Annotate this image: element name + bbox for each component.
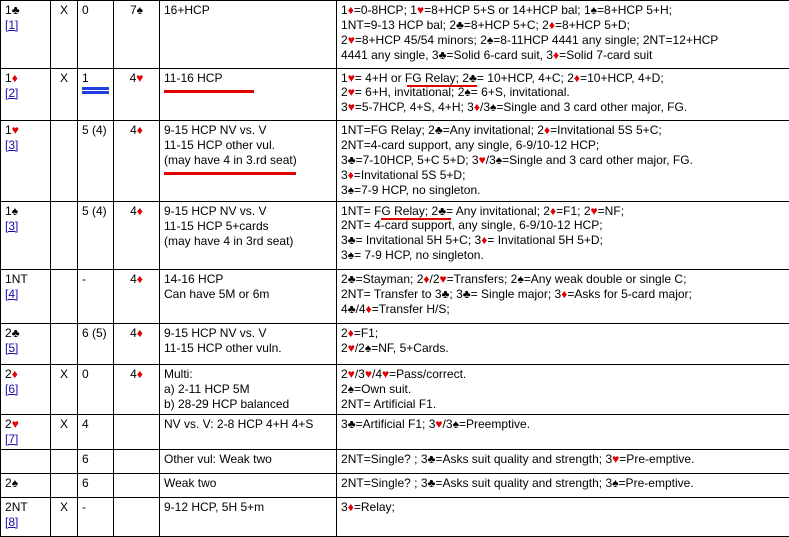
min-length-value: 1 — [82, 71, 109, 86]
response-line: 2♣=Stayman; 2♦/2♥=Transfers; 2♠=Any weak double or single C; — [341, 272, 785, 287]
min-length-cell — [78, 121, 114, 202]
response-line: 2NT=4-card support, any single, 6-9/10-12 HCP; — [341, 138, 785, 153]
description-line: 11-15 HCP other vul. — [164, 138, 332, 153]
bid-label: 1♣ — [5, 3, 46, 18]
opening-cell — [114, 270, 160, 324]
opening-cell — [114, 474, 160, 498]
alert-cell — [51, 450, 78, 474]
description-cell — [160, 415, 337, 450]
description-cell — [160, 450, 337, 474]
table-row — [1, 270, 789, 324]
response-line: 2♥/3♥/4♥=Pass/correct. — [341, 367, 785, 382]
bid-cell — [1, 450, 51, 474]
response-line: 3♠= 7-9 HCP, no singleton. — [341, 248, 785, 263]
opening-cell — [114, 324, 160, 365]
min-length-cell — [78, 365, 114, 415]
alert-cell — [51, 270, 78, 324]
bid-label: 2NT — [5, 500, 46, 515]
alert-cell: X — [51, 1, 78, 69]
description-line: b) 28-29 HCP balanced — [164, 397, 332, 412]
table-row — [1, 450, 789, 474]
min-length-value: 5 (4) — [82, 123, 109, 138]
red-underline — [164, 172, 296, 175]
footnote-link[interactable]: [6] — [5, 382, 46, 397]
description-cell — [160, 474, 337, 498]
footnote-link[interactable]: [8] — [5, 515, 46, 530]
description-cell — [160, 365, 337, 415]
response-line: 2NT= 4-card support, any single, 6-9/10-12 HCP; — [341, 218, 785, 233]
min-length-cell — [78, 474, 114, 498]
description-line: 11-15 HCP 5+cards — [164, 219, 332, 234]
response-line: 1♥= 4+H or FG Relay; 2♣= 10+HCP, 4+C; 2♦=10+HCP, 4+D; — [341, 71, 785, 86]
footnote-link[interactable]: [7] — [5, 432, 46, 447]
min-length-cell — [78, 69, 114, 121]
description-line: NV vs. V: 2-8 HCP 4+H 4+S — [164, 417, 332, 432]
opening-cell — [114, 498, 160, 537]
description-line: 9-15 HCP NV vs. V — [164, 326, 332, 341]
blue-mark — [82, 87, 109, 90]
description-line: 14-16 HCP — [164, 272, 332, 287]
footnote-link[interactable]: [5] — [5, 341, 46, 356]
table-row — [1, 69, 789, 121]
min-length-cell — [78, 415, 114, 450]
description-cell — [160, 324, 337, 365]
description-line: a) 2-11 HCP 5M — [164, 382, 332, 397]
description-cell — [160, 121, 337, 202]
response-line: 1♦=0-8HCP; 1♥=8+HCP 5+S or 14+HCP bal; 1♠=8+HCP 5+H; — [341, 3, 785, 18]
response-line: 2♥/2♠=NF, 5+Cards. — [341, 341, 785, 356]
response-line: 1NT= FG Relay; 2♣= Any invitational; 2♦=F1; 2♥=NF; — [341, 204, 785, 219]
description-line: 9-15 HCP NV vs. V — [164, 123, 332, 138]
response-line: 1NT=9-13 HCP bal; 2♣=8+HCP 5+C; 2♦=8+HCP 5+D; — [341, 18, 785, 33]
opening-value: 4♦ — [130, 204, 143, 218]
min-length-value: 6 (5) — [82, 326, 109, 341]
min-length-value: 0 — [82, 367, 109, 382]
min-length-cell — [78, 202, 114, 270]
opening-cell — [114, 415, 160, 450]
opening-value: 7♠ — [130, 3, 143, 17]
description-cell — [160, 1, 337, 69]
response-line: 3♠=7-9 HCP, no singleton. — [341, 183, 785, 198]
responses-cell — [337, 498, 789, 537]
bid-label: 1♠ — [5, 204, 46, 219]
bid-cell — [1, 1, 51, 69]
description-line: 9-15 HCP NV vs. V — [164, 204, 332, 219]
bid-cell — [1, 415, 51, 450]
alert-cell: X — [51, 69, 78, 121]
bid-cell — [1, 324, 51, 365]
table-row — [1, 415, 789, 450]
opening-value: 4♦ — [130, 367, 143, 381]
min-length-value: 5 (4) — [82, 204, 109, 219]
bid-cell — [1, 498, 51, 537]
description-line: (may have 4 in 3rd seat) — [164, 234, 332, 249]
responses-cell — [337, 450, 789, 474]
responses-cell — [337, 1, 789, 69]
opening-value: 4♥ — [130, 71, 144, 85]
min-length-value: - — [82, 272, 109, 287]
bid-cell — [1, 202, 51, 270]
response-line: 2NT= Transfer to 3♣; 3♣= Single major; 3♦=Asks for 5-card major; — [341, 287, 785, 302]
table-row — [1, 202, 789, 270]
min-length-value: 4 — [82, 417, 109, 432]
opening-cell — [114, 1, 160, 69]
responses-cell — [337, 474, 789, 498]
response-line: 3♥=5-7HCP, 4+S, 4+H; 3♦/3♠=Single and 3 card other major, FG. — [341, 100, 785, 115]
alert-cell — [51, 121, 78, 202]
opening-cell — [114, 202, 160, 270]
opening-value: 4♦ — [130, 326, 143, 340]
bid-cell — [1, 270, 51, 324]
responses-cell — [337, 202, 789, 270]
description-line: Multi: — [164, 367, 332, 382]
footnote-link[interactable]: [1] — [5, 18, 46, 33]
bid-cell — [1, 365, 51, 415]
table-row — [1, 1, 789, 69]
bid-label: 2♣ — [5, 326, 46, 341]
alert-cell: X — [51, 365, 78, 415]
response-line: 1NT=FG Relay; 2♣=Any invitational; 2♦=Invitational 5S 5+C; — [341, 123, 785, 138]
footnote-link[interactable]: [3] — [5, 219, 46, 234]
alert-cell — [51, 474, 78, 498]
min-length-cell — [78, 324, 114, 365]
blue-mark — [82, 91, 109, 94]
alert-cell: X — [51, 415, 78, 450]
response-line: 2♦=F1; — [341, 326, 785, 341]
response-line: 4441 any single, 3♣=Solid 6-card suit, 3♦=Solid 7-card suit — [341, 48, 785, 63]
alert-cell — [51, 324, 78, 365]
alert-cell — [51, 202, 78, 270]
responses-cell — [337, 270, 789, 324]
response-line: 3♣=Artificial F1; 3♥/3♠=Preemptive. — [341, 417, 785, 432]
bid-label: 1♥ — [5, 123, 46, 138]
responses-cell — [337, 324, 789, 365]
bid-label: 2♥ — [5, 417, 46, 432]
min-length-value: 0 — [82, 3, 109, 18]
bid-cell — [1, 69, 51, 121]
opening-cell — [114, 121, 160, 202]
description-cell — [160, 270, 337, 324]
response-line: 3♣= Invitational 5H 5+C; 3♦= Invitational 5H 5+D; — [341, 233, 785, 248]
description-cell — [160, 69, 337, 121]
min-length-cell — [78, 1, 114, 69]
description-cell — [160, 498, 337, 537]
responses-cell — [337, 415, 789, 450]
response-line: 2NT=Single? ; 3♣=Asks suit quality and strength; 3♠=Pre-emptive. — [341, 476, 785, 491]
response-line: 3♣=7-10HCP, 5+C 5+D; 3♥/3♠=Single and 3 card other major, FG. — [341, 153, 785, 168]
table-row — [1, 474, 789, 498]
min-length-value: 6 — [82, 452, 109, 467]
responses-cell — [337, 365, 789, 415]
description-line: Can have 5M or 6m — [164, 287, 332, 302]
response-line: 2NT=Single? ; 3♣=Asks suit quality and strength; 3♥=Pre-emptive. — [341, 452, 785, 467]
opening-value: 4♦ — [130, 272, 143, 286]
responses-cell — [337, 69, 789, 121]
bidding-table-body — [1, 1, 789, 537]
opening-cell — [114, 69, 160, 121]
response-line: 2♠=Own suit. — [341, 382, 785, 397]
min-length-cell — [78, 450, 114, 474]
table-row — [1, 121, 789, 202]
opening-cell — [114, 365, 160, 415]
footnote-link[interactable]: [4] — [5, 287, 46, 302]
bid-label: 2♠ — [5, 476, 46, 491]
table-row — [1, 498, 789, 537]
description-line: 11-15 HCP other vuln. — [164, 341, 332, 356]
description-line: Weak two — [164, 476, 332, 491]
table-row — [1, 365, 789, 415]
bid-cell — [1, 474, 51, 498]
min-length-value: 6 — [82, 476, 109, 491]
footnote-link[interactable]: [2] — [5, 86, 46, 101]
red-underline — [164, 90, 254, 93]
bid-label: 1♦ — [5, 71, 46, 86]
min-length-value: - — [82, 500, 109, 515]
response-line: 4♣/4♦=Transfer H/S; — [341, 302, 785, 317]
responses-cell — [337, 121, 789, 202]
opening-cell — [114, 450, 160, 474]
response-line: 3♦=Relay; — [341, 500, 785, 515]
footnote-link[interactable]: [3] — [5, 138, 46, 153]
response-line: 2♥= 6+H, invitational; 2♠= 6+S, invitational. — [341, 85, 785, 100]
description-cell — [160, 202, 337, 270]
min-length-cell — [78, 270, 114, 324]
response-line: 3♦=Invitational 5S 5+D; — [341, 168, 785, 183]
description-line: 9-12 HCP, 5H 5+m — [164, 500, 332, 515]
bid-label: 1NT — [5, 272, 46, 287]
response-line: 2NT= Artificial F1. — [341, 397, 785, 412]
description-line: Other vul: Weak two — [164, 452, 332, 467]
description-line: (may have 4 in 3.rd seat) — [164, 153, 332, 168]
bid-cell — [1, 121, 51, 202]
description-line: 16+HCP — [164, 3, 332, 18]
response-line: 2♥=8+HCP 45/54 minors; 2♠=8-11HCP 4441 any single; 2NT=12+HCP — [341, 33, 785, 48]
bid-label: 2♦ — [5, 367, 46, 382]
min-length-cell — [78, 498, 114, 537]
table-row — [1, 324, 789, 365]
alert-cell: X — [51, 498, 78, 537]
opening-value: 4♦ — [130, 123, 143, 137]
description-line: 11-16 HCP — [164, 71, 332, 86]
